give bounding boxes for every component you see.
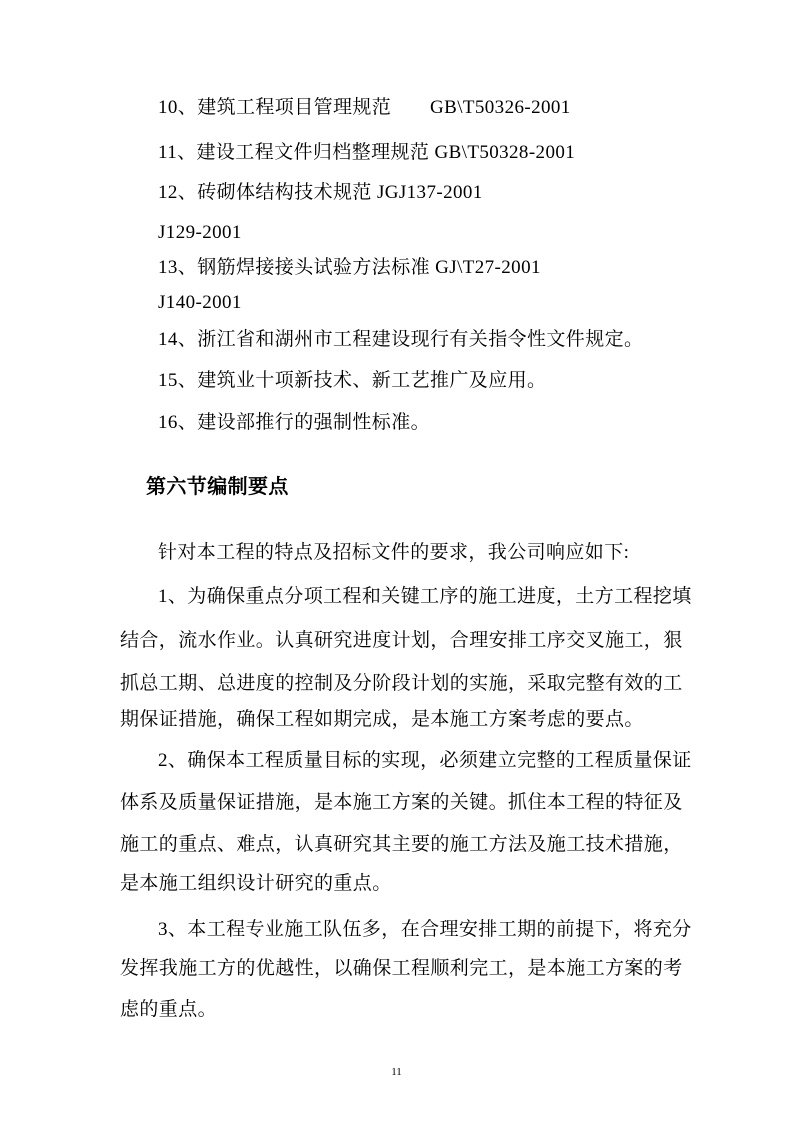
- paragraph-line: 施工的重点、难点，认真研究其主要的施工方法及施工技术措施，: [120, 834, 683, 855]
- paragraph-line: 结合，流水作业。认真研究进度计划，合理安排工序交叉施工，狠: [120, 630, 683, 651]
- paragraph-line: 针对本工程的特点及招标文件的要求，我公司响应如下:: [158, 542, 630, 563]
- list-item: 13、钢筋焊接接头试验方法标准 GJ\T27-2001: [158, 257, 541, 278]
- list-item: 10、建筑工程项目管理规范 GB\T50326-2001: [158, 97, 571, 118]
- section-title: 第六节编制要点: [146, 476, 289, 498]
- page-number: 11: [391, 1066, 402, 1078]
- paragraph-line: 体系及质量保证措施，是本施工方案的关键。抓住本工程的特征及: [120, 792, 683, 813]
- list-item: 16、建设部推行的强制性标准。: [158, 412, 431, 433]
- list-item: J129-2001: [158, 222, 242, 243]
- paragraph-line: 2、确保本工程质量目标的实现，必须建立完整的工程质量保证: [158, 750, 692, 771]
- paragraph-line: 3、本工程专业施工队伍多，在合理安排工期的前提下，将充分: [158, 919, 692, 940]
- list-item: 11、建设工程文件归档整理规范 GB\T50328-2001: [158, 142, 576, 163]
- list-item: 12、砖砌体结构技术规范 JGJ137-2001: [158, 182, 483, 203]
- list-item: 14、浙江省和湖州市工程建设现行有关指令性文件规定。: [158, 329, 644, 350]
- paragraph-line: 期保证措施，确保工程如期完成，是本施工方案考虑的要点。: [120, 709, 644, 730]
- paragraph-line: 是本施工组织设计研究的重点。: [120, 873, 392, 894]
- list-item: 15、建筑业十项新技术、新工艺推广及应用。: [158, 370, 547, 391]
- paragraph-line: 虑的重点。: [120, 999, 218, 1020]
- paragraph-line: 抓总工期、总进度的控制及分阶段计划的实施，采取完整有效的工: [120, 673, 683, 694]
- paragraph-line: 发挥我施工方的优越性，以确保工程顺利完工，是本施工方案的考: [120, 958, 683, 979]
- list-item: J140-2001: [158, 292, 242, 313]
- paragraph-line: 1、为确保重点分项工程和关键工序的施工进度，土方工程挖填: [158, 586, 692, 607]
